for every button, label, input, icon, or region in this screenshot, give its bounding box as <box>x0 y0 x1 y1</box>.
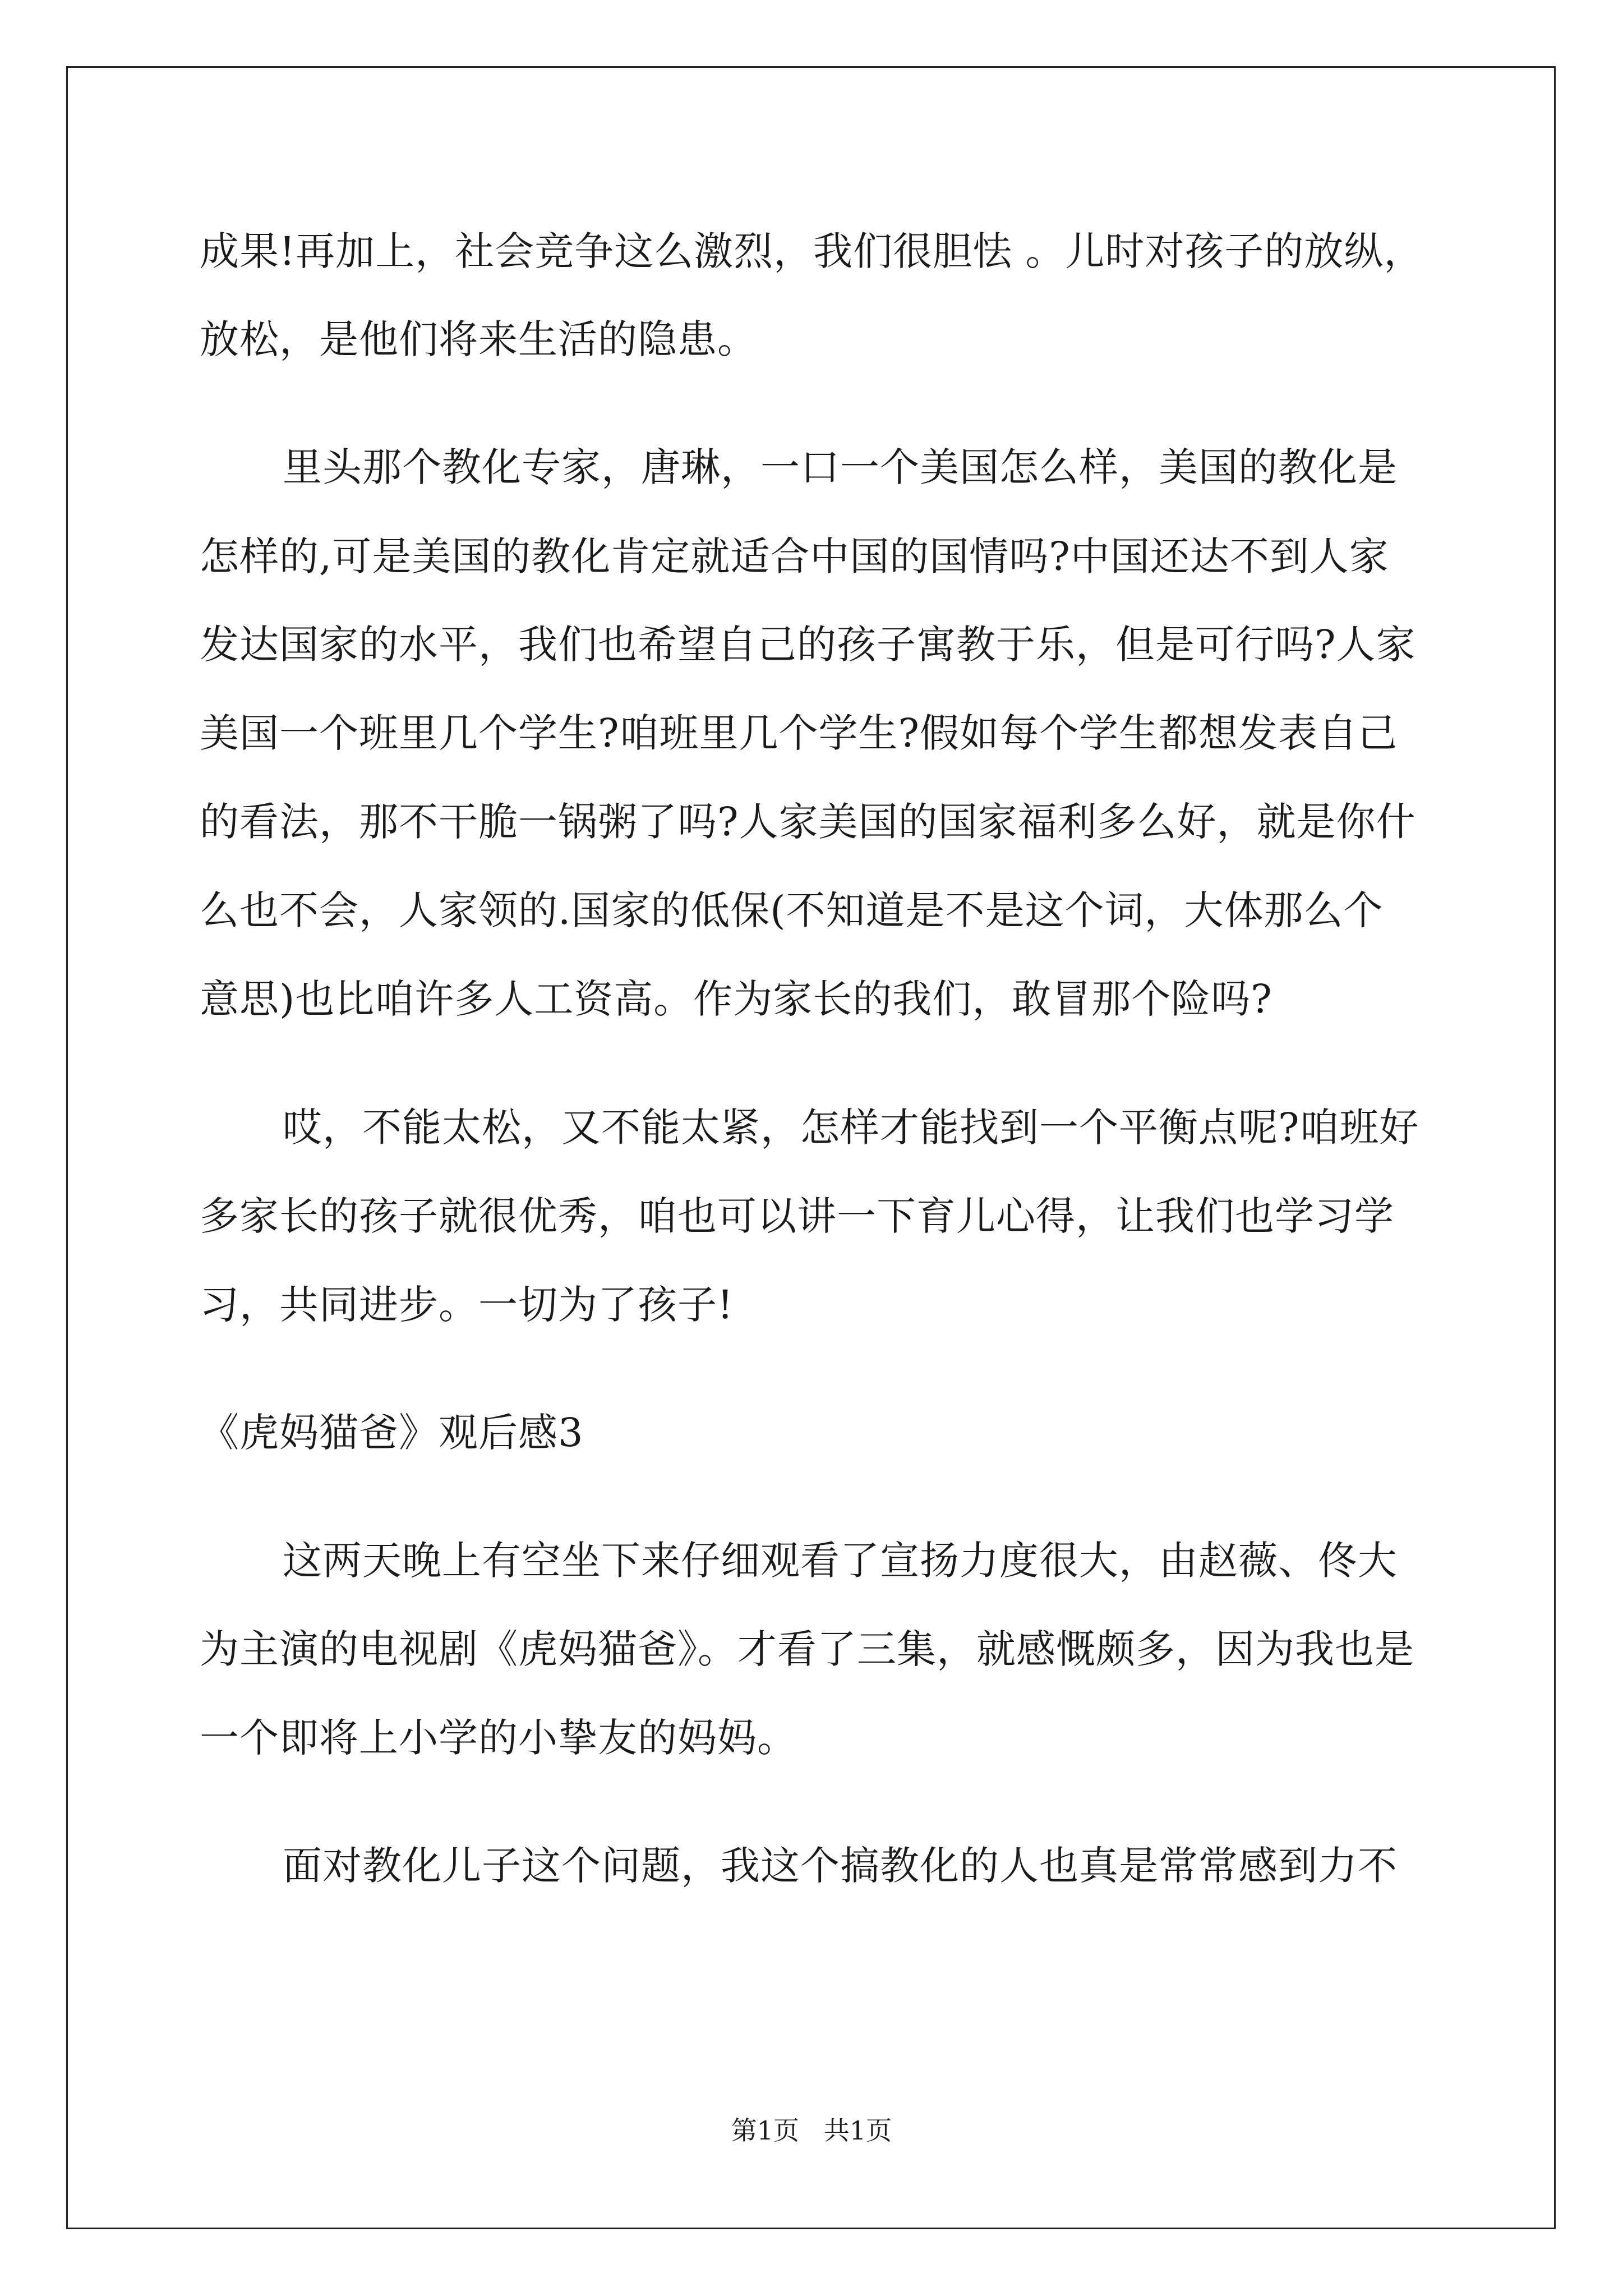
paragraph-line: 发达国家的水平，我们也希望自己的孩子寓教于乐，但是可行吗?人家 <box>200 622 1416 668</box>
paragraph-line: 的看法，那不干脆一锅粥了吗?人家美国的国家福利多么好，就是你什 <box>200 799 1416 845</box>
paragraph-line: 多家长的孩子就很优秀，咱也可以讲一下育儿心得，让我们也学习学 <box>200 1193 1394 1239</box>
paragraph-line: 里头那个教化专家，唐琳，一口一个美国怎么样，美国的教化是 <box>283 444 1398 490</box>
paragraph-line: 成果!再加上，社会竞争这么激烈，我们很胆怯 。儿时对孩子的放纵， <box>200 228 1424 274</box>
paragraph-line: 这两天晚上有空坐下来仔细观看了宣扬力度很大，由赵薇、佟大 <box>283 1538 1398 1584</box>
paragraph-line: 一个即将上小学的小挚友的妈妈。 <box>200 1715 797 1761</box>
paragraph-line: 哎，不能太松，又不能太紧，怎样才能找到一个平衡点呢?咱班好 <box>283 1105 1419 1151</box>
paragraph-line: 习，共同进步。一切为了孩子! <box>200 1282 734 1328</box>
paragraph-line: 意思)也比咱许多人工资高。作为家长的我们，敢冒那个险吗? <box>200 976 1272 1022</box>
page-footer: 第1页 共1页 <box>731 2115 892 2146</box>
paragraph-line: 面对教化儿子这个问题，我这个搞教化的人也真是常常感到力不 <box>283 1843 1398 1889</box>
paragraph-line: 美国一个班里几个学生?咱班里几个学生?假如每个学生都想发表自己 <box>200 710 1398 756</box>
paragraph-line: 放松，是他们将来生活的隐患。 <box>200 316 757 362</box>
paragraph-line: 怎样的,可是美国的教化肯定就适合中国的国情吗?中国还达不到人家 <box>200 533 1389 579</box>
paragraph-line: 么也不会，人家领的.国家的低保(不知道是不是这个词，大体那么个 <box>200 887 1384 933</box>
paragraph-line: 为主演的电视剧《虎妈猫爸》。才看了三集，就感慨颇多，因为我也是 <box>200 1626 1414 1672</box>
section-heading: 《虎妈猫爸》观后感3 <box>200 1410 584 1456</box>
